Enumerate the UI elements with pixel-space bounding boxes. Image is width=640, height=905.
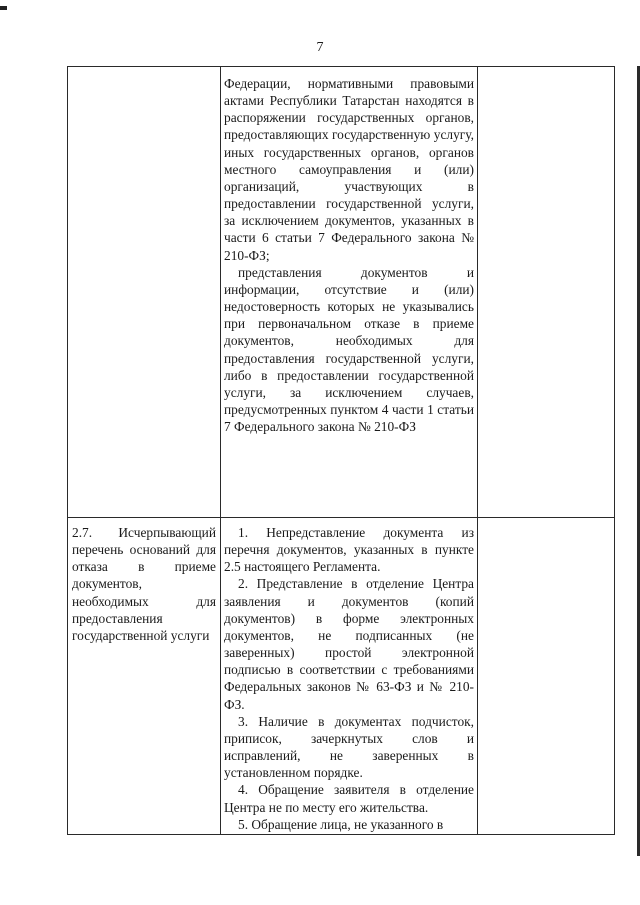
row1-basis-cell [478,67,615,518]
row2-basis-cell [478,518,615,835]
table-row [68,67,615,518]
row2-section-title: 2.7. Исчерпывающий перечень оснований для отказа в приеме документов, необходимых для предоставления государственной услуги [72,525,216,643]
scan-edge-mark [0,6,7,10]
row1-paragraph: представления документов и информации, отсутствие и (или) недостоверность которых не указывались при первоначальном отказе в приеме документов, необходимых для предоставления государственной услуги, либо в предоставлении государственной услуги, за исключением случаев, предусмотренных пунктом 4 части 1 статьи 7 Федерального закона № 210-ФЗ [224,264,474,435]
row2-paragraph: 2. Представление в отделение Центра заявления и документов (копий документов) в форме электронных документов, не подписанных (не заверенных) простой электронной подписью в соответствии с требованиями Федеральных законов № 63-ФЗ и № 210-ФЗ. [224,576,474,712]
page-number: 7 [316,40,324,55]
row1-content-cell [221,67,478,518]
row2-name-cell [68,518,221,835]
row2-content-cell [221,518,478,835]
row1-name-cell [68,67,221,518]
row2-paragraph: 4. Обращение заявителя в отделение Центра не по месту его жительства. [224,782,474,815]
row2-paragraph: 1. Непредставление документа из перечня документов, указанных в пункте 2.5 настоящего Регламента. [224,525,474,575]
row2-paragraph: 5. Обращение лица, не указанного в [238,816,444,832]
row2-paragraph: 3. Наличие в документах подчисток, приписок, зачеркнутых слов и исправлений, не заверенных в установленном порядке. [224,713,474,781]
row1-paragraph: Федерации, нормативными правовыми актами Республики Татарстан находятся в распоряжении государственных органов, предоставляющих государственную услугу, иных государственных органов, органов местного самоуправления и (или) организаций, участвующих в предоставлении государственной услуги, за исключением документов, указанных в части 6 статьи 7 Федерального закона № 210-ФЗ; [224,76,474,263]
table-row [68,518,615,835]
regulation-table [67,66,615,835]
